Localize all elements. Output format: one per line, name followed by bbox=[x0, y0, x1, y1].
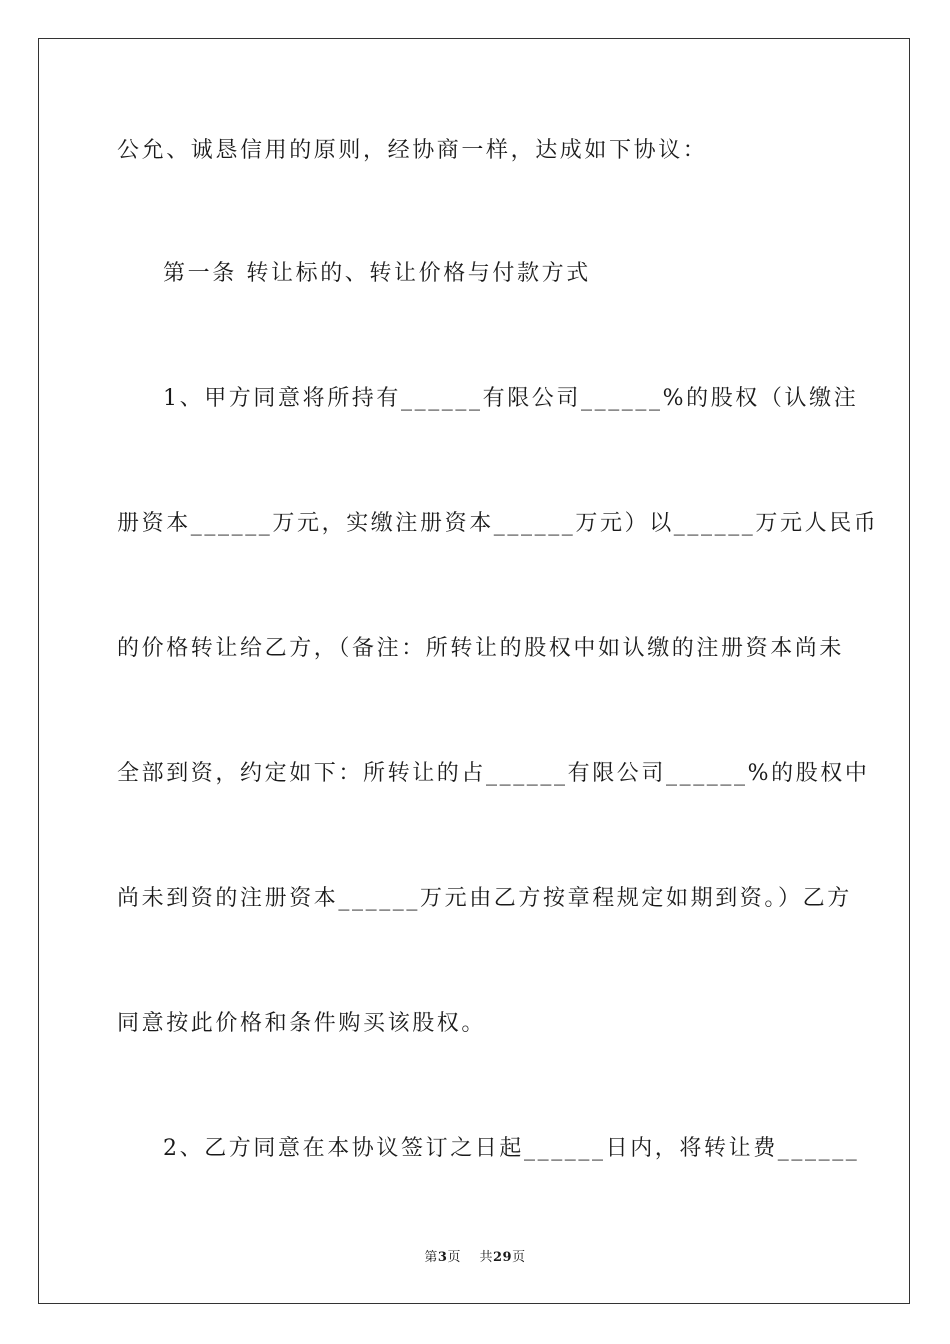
page-suffix: 页 bbox=[447, 1250, 461, 1265]
total-suffix: 页 bbox=[512, 1250, 526, 1265]
body-line: 1、甲方同意将所持有______有限公司______%的股权（认缴注 bbox=[163, 386, 859, 411]
body-line: 的价格转让给乙方，（备注：所转让的股权中如认缴的注册资本尚未 bbox=[117, 636, 845, 661]
article-heading: 第一条 转让标的、转让价格与付款方式 bbox=[163, 261, 591, 286]
page-prefix: 第 bbox=[424, 1250, 438, 1265]
body-line: 册资本______万元，实缴注册资本______万元）以______万元人民币 bbox=[117, 511, 879, 536]
total-pages: 29 bbox=[493, 1250, 513, 1265]
page-number: 3 bbox=[437, 1250, 448, 1265]
body-line: 同意按此价格和条件购买该股权。 bbox=[117, 1011, 487, 1036]
body-line: 全部到资，约定如下：所转让的占______有限公司______%的股权中 bbox=[117, 761, 870, 786]
page-border bbox=[38, 38, 910, 1304]
body-line: 2、乙方同意在本协议签订之日起______日内，将转让费______ bbox=[163, 1136, 860, 1161]
total-prefix: 共 bbox=[479, 1250, 493, 1265]
body-line: 公允、诚恳信用的原则，经协商一样，达成如下协议： bbox=[117, 138, 708, 163]
body-line: 尚未到资的注册资本______万元由乙方按章程规定如期到资。）乙方 bbox=[117, 886, 852, 911]
page-footer bbox=[0, 1246, 950, 1265]
